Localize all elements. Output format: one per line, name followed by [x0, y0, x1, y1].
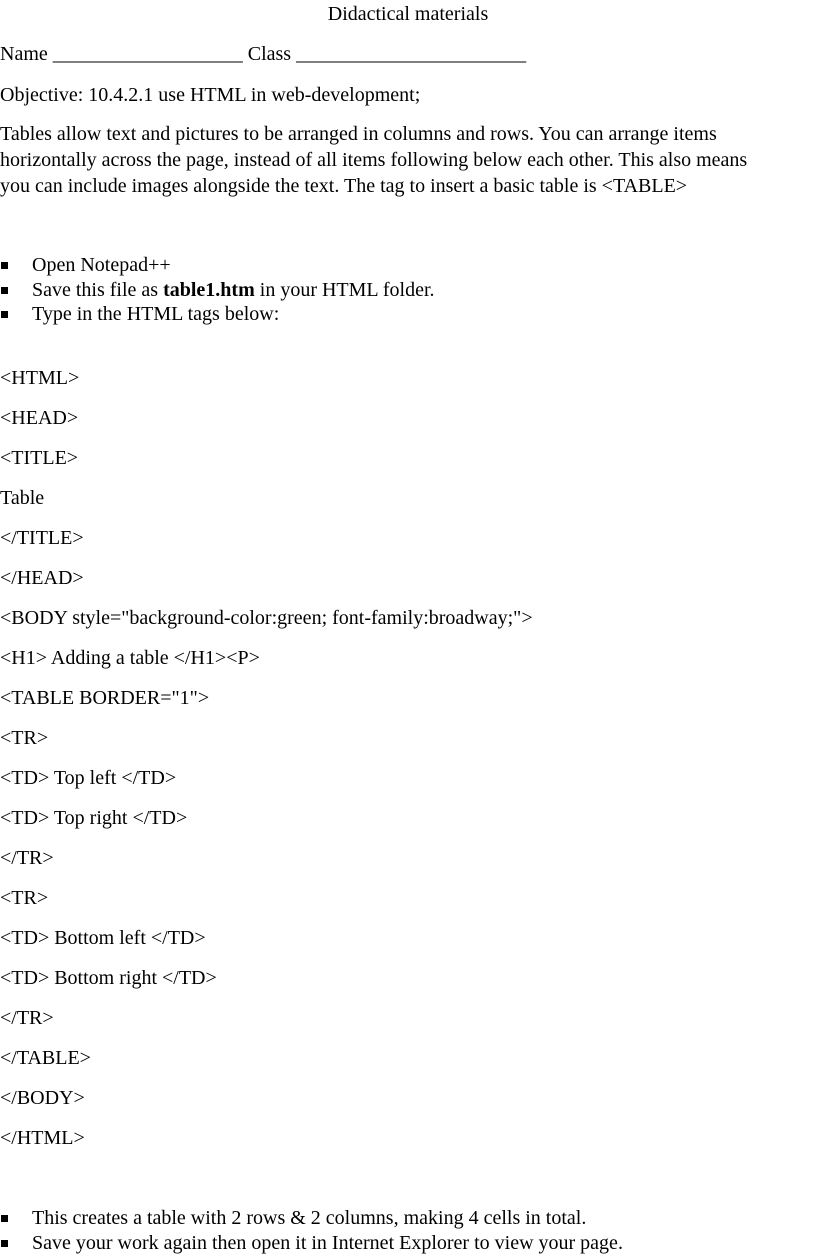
code-line: </TABLE> — [0, 1047, 91, 1069]
code-line: </BODY> — [0, 1087, 85, 1109]
code-line: </TITLE> — [0, 527, 84, 549]
list-item — [0, 1206, 623, 1231]
closing-note: This creates a table with 2 rows & 2 columns, making 4 cells in total. — [32, 1207, 587, 1229]
intro-line: horizontally across the page, instead of all items following below each other. This also means — [0, 149, 748, 171]
document-title: Didactical materials — [327, 3, 489, 25]
intro-line: you can include images alongside the text. The tag to insert a basic table is <TABLE> — [0, 175, 688, 197]
code-line: <HEAD> — [0, 407, 79, 429]
code-line: <BODY style="background-color:green; font-family:broadway;"> — [0, 607, 533, 629]
instruction-open: Open Notepad++ — [32, 254, 171, 276]
code-line: <TD> Bottom right </TD> — [0, 967, 217, 989]
instruction-save-filename: table1.htm — [163, 278, 255, 301]
html-code-listing — [0, 366, 533, 1166]
code-line: <TD> Top left </TD> — [0, 767, 177, 789]
list-item — [0, 1231, 623, 1255]
list-item — [0, 253, 435, 278]
code-line: <TD> Top right </TD> — [0, 807, 188, 829]
code-line: <TR> — [0, 887, 49, 909]
square-bullet-icon — [1, 311, 8, 318]
code-line: <TABLE BORDER="1"> — [0, 687, 210, 709]
code-line: <TITLE> — [0, 447, 79, 469]
closing-note: Save your work again then open it in Internet Explorer to view your page. — [32, 1231, 623, 1254]
instruction-list — [0, 253, 435, 327]
intro-paragraph — [0, 121, 812, 199]
code-line: <H1> Adding a table </H1><P> — [0, 647, 260, 669]
code-line: </TR> — [0, 847, 54, 869]
list-item — [0, 302, 435, 327]
list-item — [0, 278, 435, 303]
instruction-save-prefix: Save this file as — [32, 278, 164, 301]
square-bullet-icon — [1, 262, 8, 269]
closing-list — [0, 1206, 623, 1255]
square-bullet-icon — [1, 1215, 8, 1222]
intro-line: Tables allow text and pictures to be arranged in columns and rows. You can arrange items — [0, 123, 717, 145]
name-class-line: Name ___________________ Class _______________________ — [0, 43, 527, 65]
instruction-save-suffix: in your HTML folder. — [254, 278, 435, 301]
square-bullet-icon — [1, 1240, 8, 1247]
code-line: Table — [0, 487, 45, 509]
code-line: </TR> — [0, 1007, 54, 1029]
instruction-type: Type in the HTML tags below: — [32, 303, 280, 325]
code-line: <TD> Bottom left </TD> — [0, 927, 206, 949]
code-line: <TR> — [0, 727, 49, 749]
square-bullet-icon — [1, 287, 8, 294]
objective-text: Objective: 10.4.2.1 use HTML in web-development; — [0, 84, 421, 106]
code-line: <HTML> — [0, 367, 80, 389]
code-line: </HTML> — [0, 1127, 85, 1149]
code-line: </HEAD> — [0, 567, 84, 589]
